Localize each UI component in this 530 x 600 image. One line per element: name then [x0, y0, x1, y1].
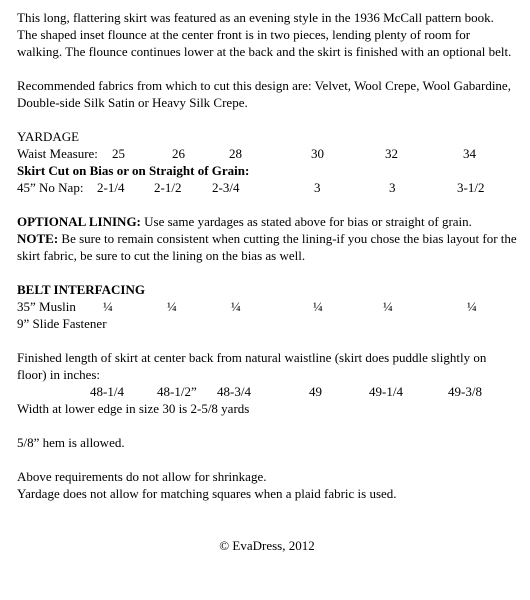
nap-value-cell: 2-1/4: [97, 180, 125, 195]
length-values-row: [17, 383, 517, 400]
muslin-value-cell: ¼: [313, 299, 323, 314]
size-cell: 25: [112, 146, 125, 161]
size-cell: 28: [229, 146, 242, 161]
copyright-footer: © EvaDress, 2012: [219, 538, 315, 553]
muslin-row: [17, 298, 517, 315]
length-value-cell: 48-1/4: [90, 384, 124, 399]
lining-label: OPTIONAL LINING:: [17, 214, 141, 229]
length-value-cell: 48-3/4: [217, 384, 251, 399]
note-label: NOTE:: [17, 231, 59, 246]
hem-note: 5/8” hem is allowed.: [17, 435, 125, 450]
lining-text: Use same yardages as stated above for bias or straight of grain.: [140, 214, 472, 229]
note-text: Be sure to remain consistent when cutting the lining-if you chose the bias layout for the skirt fabric, be sure to cut the lining on the bias as well.: [17, 231, 517, 263]
muslin-value-cell: ¼: [167, 299, 177, 314]
muslin-label: 35” Muslin: [17, 299, 76, 314]
muslin-value-cell: ¼: [383, 299, 393, 314]
slide-fastener-line: 9” Slide Fastener: [17, 316, 107, 331]
nap-value-cell: 2-1/2: [154, 180, 182, 195]
no-nap-row: [17, 179, 517, 196]
belt-section: [17, 281, 517, 332]
requirements-section: [17, 468, 517, 502]
length-section: [17, 349, 517, 417]
muslin-value-cell: ¼: [467, 299, 477, 314]
nap-value-cell: 3: [389, 180, 396, 195]
waist-label: Waist Measure:: [17, 146, 98, 161]
size-cell: 30: [311, 146, 324, 161]
size-cell: 26: [172, 146, 185, 161]
width-note: Width at lower edge in size 30 is 2-5/8 yards: [17, 401, 250, 416]
length-value-cell: 49-3/8: [448, 384, 482, 399]
length-text: Finished length of skirt at center back from natural waistline (skirt does puddle slightly on floor) in inches:: [17, 350, 487, 382]
lining-paragraph: [17, 213, 517, 264]
nap-label: 45” No Nap:: [17, 180, 84, 195]
pattern-description-page: [17, 9, 517, 553]
nap-value-cell: 3-1/2: [457, 180, 485, 195]
shrinkage-note: Above requirements do not allow for shrinkage.: [17, 469, 267, 484]
length-value-cell: 49-1/4: [369, 384, 403, 399]
intro-paragraph: This long, flattering skirt was featured as an evening style in the 1936 McCall pattern book. The shaped inset flounce at the center front is in two pieces, lending plenty of room for walking. The flounce continues lower at the back and the skirt is finished with an optional belt.: [17, 10, 512, 59]
grain-heading: Skirt Cut on Bias or on Straight of Grain:: [17, 163, 250, 178]
belt-heading: BELT INTERFACING: [17, 282, 145, 297]
length-value-cell: 49: [309, 384, 322, 399]
muslin-value-cell: ¼: [231, 299, 241, 314]
nap-value-cell: 2-3/4: [212, 180, 240, 195]
length-value-cell: 48-1/2”: [157, 384, 197, 399]
muslin-value-cell: ¼: [103, 299, 113, 314]
fabrics-paragraph: Recommended fabrics from which to cut this design are: Velvet, Wool Crepe, Wool Gabardine, Double-side Silk Satin or Heavy Silk Crepe.: [17, 78, 511, 110]
yardage-heading: YARDAGE: [17, 129, 80, 144]
waist-measure-row: [17, 145, 517, 162]
size-cell: 32: [385, 146, 398, 161]
yardage-section: [17, 128, 517, 196]
size-cell: 34: [463, 146, 476, 161]
nap-value-cell: 3: [314, 180, 321, 195]
plaid-note: Yardage does not allow for matching squares when a plaid fabric is used.: [17, 486, 397, 501]
